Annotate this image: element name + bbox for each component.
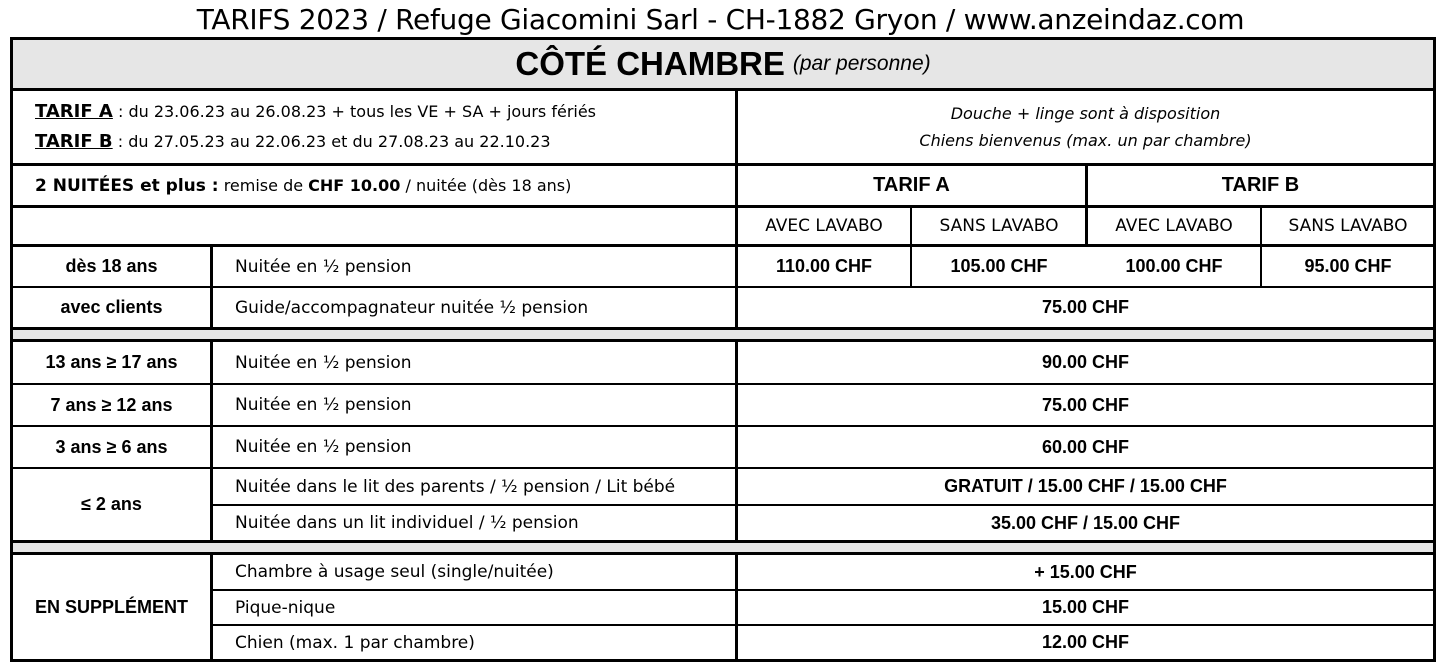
column-header-tarif-a: TARIF A — [873, 174, 950, 196]
info-shower-linen: Douche + linge sont à disposition — [950, 104, 1221, 123]
page-title: TARIFS 2023 / Refuge Giacomini Sarl - CH-1882 Gryon / www.anzeindaz.com — [196, 3, 1245, 36]
price-guide: 75.00 CHF — [1041, 297, 1130, 317]
column-divider — [210, 342, 213, 540]
price-single-room: + 15.00 CHF — [1034, 561, 1137, 582]
subheader-a-sans-lavabo: SANS LAVABO — [939, 216, 1059, 236]
discount-amount: CHF 10.00 — [308, 175, 401, 195]
price-b-avec: 100.00 CHF — [1125, 256, 1223, 276]
category-young-child: 3 ans ≥ 6 ans — [55, 436, 168, 457]
description-child: Nuitée en ½ pension — [235, 395, 412, 415]
description-dog: Chien (max. 1 par chambre) — [235, 632, 475, 653]
description-young-child: Nuitée en ½ pension — [235, 437, 412, 457]
subheader-a-avec-lavabo: AVEC LAVABO — [765, 216, 883, 236]
tarif-b-dates: : du 27.05.23 au 22.06.23 et du 27.08.23 au 22.10.23 — [112, 132, 551, 151]
description-single-room: Chambre à usage seul (single/nuitée) — [235, 562, 554, 582]
tarif-periods — [35, 91, 735, 163]
column-divider — [210, 555, 213, 659]
description-teen: Nuitée en ½ pension — [235, 352, 412, 373]
room-info — [738, 91, 1433, 163]
price-a-avec: 110.00 CHF — [775, 256, 873, 276]
column-divider — [735, 555, 738, 659]
price-child: 75.00 CHF — [1041, 394, 1130, 415]
table-title: CÔTÉ CHAMBRE — [515, 45, 785, 82]
price-a-sans: 105.00 CHF — [950, 256, 1048, 276]
section-separator — [13, 330, 1433, 339]
info-dogs: Chiens bienvenus (max. un par chambre) — [919, 131, 1252, 150]
subheader-b-avec-lavabo: AVEC LAVABO — [1115, 216, 1233, 236]
column-divider — [210, 247, 213, 327]
price-teen: 90.00 CHF — [1041, 352, 1130, 372]
discount-text: remise de — [218, 175, 309, 195]
price-b-sans: 95.00 CHF — [1304, 256, 1392, 276]
tariff-table — [10, 37, 1436, 662]
discount-row — [35, 166, 735, 205]
discount-condition: / nuitée (dès 18 ans) — [400, 175, 572, 195]
column-divider — [910, 208, 912, 287]
table-header — [13, 40, 1433, 88]
column-divider — [735, 247, 738, 327]
section-separator — [13, 543, 1433, 552]
description-baby-own-bed: Nuitée dans un lit individuel / ½ pension — [235, 513, 579, 533]
table-subtitle: (par personne) — [792, 52, 931, 75]
column-divider — [1085, 166, 1088, 247]
category-baby: ≤ 2 ans — [81, 494, 142, 514]
price-baby-own-bed: 35.00 CHF / 15.00 CHF — [990, 512, 1181, 533]
column-divider — [735, 91, 738, 247]
column-divider — [735, 342, 738, 540]
subheader-b-sans-lavabo: SANS LAVABO — [1288, 216, 1408, 236]
description-guide: Guide/accompagnateur nuitée ½ pension — [235, 297, 589, 318]
tarif-b-label: TARIF B — [35, 131, 113, 152]
price-young-child: 60.00 CHF — [1041, 436, 1130, 457]
category-teen: 13 ans ≥ 17 ans — [45, 352, 178, 372]
category-guide: avec clients — [60, 297, 163, 317]
price-baby-parents-bed: GRATUIT / 15.00 CHF / 15.00 CHF — [944, 476, 1227, 496]
discount-title: 2 NUITÉES et plus : — [35, 175, 219, 196]
description-picnic: Pique-nique — [235, 597, 336, 618]
tarif-a-period — [35, 97, 596, 127]
column-divider — [1260, 208, 1262, 287]
price-picnic: 15.00 CHF — [1041, 597, 1130, 617]
category-supplements: EN SUPPLÉMENT — [34, 596, 189, 617]
category-adult: dès 18 ans — [65, 256, 158, 276]
tarif-a-label: TARIF A — [35, 101, 113, 122]
category-child: 7 ans ≥ 12 ans — [50, 394, 173, 415]
description-baby-parents-bed: Nuitée dans le lit des parents / ½ pension / Lit bébé — [235, 476, 676, 497]
price-dog: 12.00 CHF — [1041, 632, 1130, 652]
description-adult: Nuitée en ½ pension — [235, 256, 412, 277]
tarif-b-period — [35, 127, 596, 157]
tarif-a-dates: : du 23.06.23 au 26.08.23 + tous les VE + SA + jours fériés — [112, 102, 597, 121]
column-header-tarif-b: TARIF B — [1221, 174, 1300, 196]
